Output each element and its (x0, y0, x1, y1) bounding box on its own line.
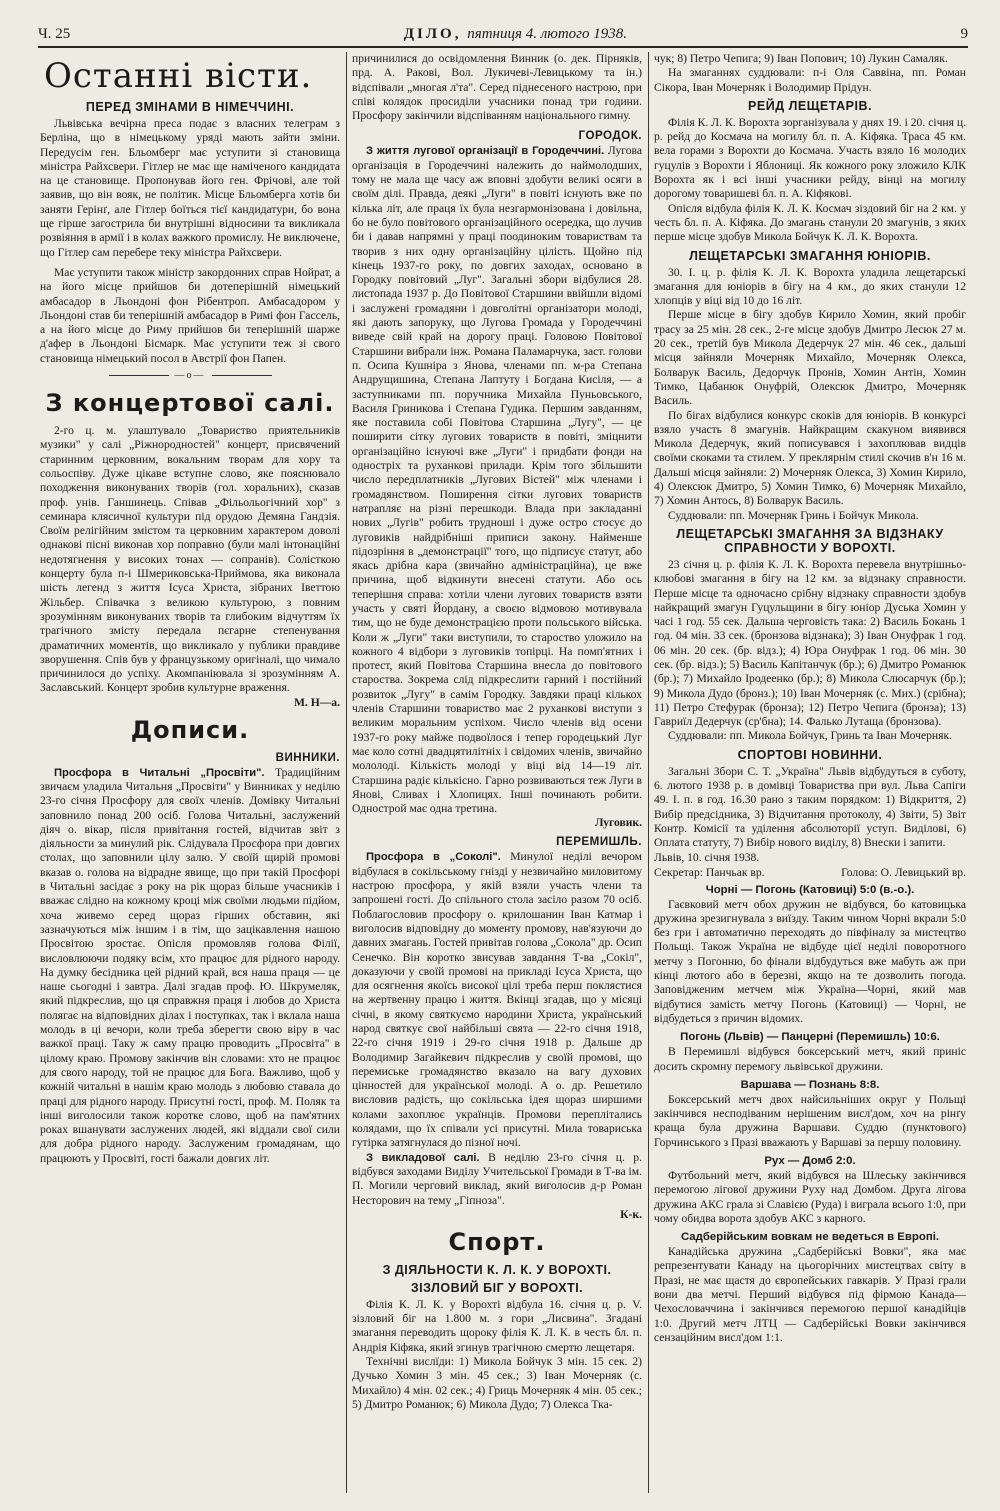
peremyshl-text: Минулої неділі вечором відбулася в сокільському гнізді у незвичайно миловитому настрою просфора, у якій взяли участь члени та запрошені гості. До спільного стола засіло разом 70 осіб. Поблагословив просфору о. крилошанин Іван Катмар і виголосив відповідну до моменту промову, нав'язуючи до давних змагань. Гостей привітав голова „Сокола" др. Осип Сенечко. Він коротко звисував завдання Т-ва „Сокіл", доказуючи у своїй промові на прикладі Ісуса Христа, що для осягнення якоїсь високої цілі треба перш поклястися на жертвенну працю і життя. Вкінці згадав, що у місяці січні, в якому святкуємо народини Христа, український народ святкує свої найбільші свята — 22-го січня 1918, 22-го січня 1919 і 29-го січня 1918 р. Дальше др Володимир Загайкевич підкреслив у своїй промові, що перемиське громадянство вказало на вагу духових цінностей для української молоді. А о. др. Решетило висловив радість, що сокільська ідея щораз ширшими колами захоплює українців. Промови переплітались колядами, що їх співали усі присутні. Мила товариська гутірка затягнулася до пізної ночі. (352, 850, 642, 1150)
vynnyky-lead: Просфора в Читальні „Просвіти". (54, 766, 265, 779)
junior-paragraph-1: 30. І. ц. р. філія К. Л. К. Ворохта уладила лещетарські змагання для юніорів в бігу на 4 км., до яких станули 12 хлопців у віці від 10 до 16 літ. (654, 265, 966, 308)
lecture-text: В неділю 23-го січня ц. р. відбувся заходами Виділу Учительської Громади в Т-ва ім. П. Могили черговий виклад, який виголосив д-р Роман Несторович на тему „Гіпноза". (352, 1150, 642, 1207)
concert-signature: М. Н—а. (293, 695, 340, 709)
column-rule-2 (648, 52, 649, 1493)
issue-date: пятниця 4. лютого 1938. (467, 25, 628, 42)
gorodok-text: Лугова організація в Городеччині належить до наймолодших, тому не мала ще часу аж вповні здобути великі осяги в своїм ділі. Правда, деякі „Луги" в повіті існують вже по кілька літ, але праця їх була незгармонізована і довільна, бо не було повітового організаційного осередка, що лучив би і давав напрямні у праці поодиноким товариствам та творив з них одну організаційну цілість. Щойно під кінець 1937-го року, по довгих заходах, основано в Городку повітовий „Луг". Загальні збори відбулися 28. листопада 1937 р. До Повітової Старшини ввійшли відомі і заслужені громадяни і довголітні організатори молоді, які дають запоруку, що Лугова Громада у Городеччині виведе свій край на дорогу праці. Головою Повітової Старшини вибрали інж. Романа Паламарчука, заст. голови п. Осипа Кушніра з Янова, членами пп. м-ра Степана Андрущишина, Степана Лаптуту і Богдана Кисіля, — а заступниками пп. поручника Михайла Пуньовського, Василя Гриникова і Степана Гудика. Першим завданням, яке поставила собі Повітова Старшина „Лугу", — це поширити сітку лугових товариств в повіті, зміцнити організаційно існуючі вже „Луги" і придбати фонди на одностріх та руханкові прилади. Крім того збільшити число передплатників „Лугових Вістей" між членами і громадянством. Поширення сітки лугових товариств натрапляє на різні перешкоди. Влада при закладанні нових „Лугів" робить трудноші і дуже остро стосує до луговиків найдрібніші приписи закону. Найменше підозріння в „демонстрації" того, що підписує статут, або якась дрібна кара (звичайно адміністраційна), це вже причина, щоб відкинути внесені статути. Або ось теперішня справа: хотіли члени лугових товариств взяти участь у святі Йордану, а своєю відмовою мотивувала тим, що не буде демонстрацією проти польського війська. Коли ж „Луги" таки виступили, то староство уложило на кожного 4 відбори з луговиків топірці. На помп'ятних і протест, який Повітова Старшина внесла до повітового староства. Зокрема слід підкреслити гарний і постійний розвиток „Лугу" в самім Городку. Завдяки праці кількох членів Старшини товариство має 2 руханкові виступи з великим моральним успіхом. Число членів від осени 1937-го року майже подвоїлося і тепер городецький Луг має коло сотні двадцятилітніх і свідомих членів, звичайно мололоді. Кількість молоді у віці від 14—19 літ. Старшина радіє кількісно. Гарно розвиваються теж Луги в Янові, Сливах і Хлопицях. Інші починають робити. Однострой має одна третина. (352, 144, 642, 816)
concert-paragraph: 2-го ц. м. улаштувало „Товариство приятельників музики" у салі „Ріжнородностей" концерт, присвячений старинним церковним, вокальним творам для хору та сольоспіву. Дуже цікаве вступне слово, яке пояснювало походження виконуваних творів (гол. хоральних), сказав проф. унів. Ганшинець. Співав „Фільольогічний хор" з семинара клясичної культури під орудою Демяна Гандзія. Своїм релігійним змістом та церковним характером доволі однакові пісні виконав хор поправно (були малі інтонаційні недотягнення у високих тонах — сопранів). Солісткою концерту була п-і Шмериковська-Приймова, яка виконала шість легенд з життя Ісуса Христа, зібраних Іветтою Жільбер. Співачка з великою культурою, з повним зрозумінням виконуваних творів та глибоким відчуттям їх трагічного змісту передала пєгарне степенування драматичних моментів, що викликало у публики правдиве зворушення. Спів був у французькому оригіналі, що чимало причинилося до успіху. Акомпаніювала зі зрозумінням А. Заславський. Концерт зробив культурне враження. (40, 424, 340, 695)
match-2-title: Погонь (Львів) — Панцерні (Перемишль) 10:6. (680, 1031, 940, 1044)
vynnyky-continuation: причинилися до освідомлення Винник (о. дек. Пірняків, прд. А. Ракові, Вол. Лукичеві-Левицькому та ін.) відспівали „многая л'та". Серед піднесеного настрою, при співі колядок просиділи учасники понад три години. Просфору закінчили відспіванням національного гимну. (352, 52, 642, 123)
peremyshl-paragraph (352, 850, 642, 1150)
gorodok-signature: Луговик. (594, 816, 642, 830)
match-1-title: Чорні — Погонь (Катовиці) 5:0 (в.-о.). (705, 883, 915, 896)
junior-paragraph-4: Суддювали: пп. Мочерняк Гринь і Бойчук Микола. (668, 508, 919, 522)
gorodok-lead: З життя лугової організації в Городеччині. (366, 145, 605, 158)
badge-heading: ЛЕЩЕТАРСЬКІ ЗМАГАННЯ ЗА ВІДЗНАКУ СПРАВНОСТИ У ВОРОХТІ. (676, 526, 944, 555)
paper-title (404, 26, 627, 43)
raid-paragraph-1: Філія К. Л. К. Ворохта зорганізувала у днях 19. і 20. січня ц. р. рейд до Космача на могилу бл. п. А. Кіфяка. Траса 45 км. вела горами з Ворохти до Космача. Участь взяло 16 молодих гуцулів з Ворохти і Яблониці. Як кожного року зложило КЛК Ворохта як і всі інші учасники рейду, вінці на могилу дорогому товаришеві бл. п. А. Кіфякові. (654, 115, 966, 201)
match-3-title: Варшава — Познань 8:8. (740, 1078, 880, 1091)
news-paragraph: Загальні Збори С. Т. „Україна" Львів відбудуться в суботу, 6. лютого 1938 р. в домівці Товариства при вул. Льва Сапіги 49. І. п. в год. 16.30 рано з таким порядком: 1) Відкриття, 2) Вибір предсідника, 3) Відчитання протоколу, 4) Звіти, 5) Звіт Контр. Комісії та уділення абсолюторії уступ. Виділові, 6) Оплата статуту, 7) Вибір нового виділу, 8) Внески і запити. (654, 764, 966, 850)
news-head: Голова: О. Левицький вр. (841, 865, 966, 879)
downhill-paragraph-1: Філія К. Л. К. у Ворохті відбула 16. січня ц. р. V. зізловий біг на 1.800 м. з гори „Лисвина". Згадані змагання переводить щороку філія К. Л. К. в честь бл. п. Андрія Кіфяка, який згинув трагічною смертю лещетаря. (352, 1297, 642, 1354)
peremyshl-place: ПЕРЕМИШЛЬ. (556, 835, 642, 849)
germany-heading: ПЕРЕД ЗМІНАМИ В НІМЕЧЧИНІ. (85, 100, 295, 114)
junior-paragraph-2: Перше місце в бігу здобув Кирило Хомин, який пробіг трасу за 25 мін. 28 сек., 2-ге місце здобув Дмитро Лесюк 27 м. 20 сек., третій був Микола Дедерчук 27 мін. 46 сек., дальші місця зайняли Мочерняк Михайло, Мочерняк Олекса, Болварук Василь, Дедорчук Пронів, Хомин Антін, Хомин Тимко, Цабанюк Онуфрій, Олексюк Дмитро, Мочерняк Василь. (654, 308, 966, 408)
column-rule-1 (346, 52, 347, 1493)
page-header (38, 22, 968, 48)
lecture-signature: К-к. (620, 1207, 642, 1221)
lecture-lead: З викладової салі. (366, 1151, 480, 1164)
match-1-text: Гаєвковий метч обох дружин не відбувся, бо катовицька дружина зрезигнувала з виїзду. Таким чином Чорні вкрали 5:0 без гри і автоматично переходять до півфіналу за мистецтво Польщі. Також Україна не відбуде цієї неділі поворотного метчу з Погонню, бо фінали відбудуться вже мабуть аж при кінці лютого або в березні, якщо на те дозволить погода. Заповідженим метчем між Україна—Чорні, який мав відбутися замість метчу Погонь (Катовиці) — Чорні, не відбудеться з причин відомих. (654, 897, 966, 1025)
match-5-title: Садберійським вовкам не ведеться в Европі. (680, 1231, 940, 1244)
match-4-title: Рух — Домб 2:0. (764, 1155, 856, 1167)
badge-paragraph-2: Суддювали: пп. Микола Бойчук, Гринь та Іван Мочерняк. (668, 729, 953, 743)
germany-paragraph-1: Львівська вечірна преса подає з власних телеграм з Берліна, що в німецькому уряді мають зайти зміни. Передусім ген. Бльомберг має уступити зі становища міністра Райхсвери. Гітлер не має ще наміченого кандидата на це становище. Пропонував його ген. Фрічові, але той заявив, що він вояк, не політик. Місце Бльомберга хотів би заняти Герінґ, але Гітлер боїться тієї кандидатури, бо вона ще гірше загострила би внутрішні відносини та викликала розвіяння в армії і в колах важкого промислу. Не виключене, що Гітлер сам перебере теку міністра Райхсвери. (40, 117, 340, 259)
column-2 (352, 52, 642, 1499)
dopysy-title: Дописи. (130, 715, 250, 744)
column-3 (654, 52, 966, 1499)
latest-news-title: Останні вісти. (44, 56, 313, 96)
junior-heading: ЛЕЩЕТАРСЬКІ ЗМАГАННЯ ЮНІОРІВ. (689, 248, 931, 263)
gorodok-paragraph (352, 144, 642, 816)
lecture-paragraph (352, 1151, 642, 1208)
news-secretary: Секретар: Панчьак вр. (654, 865, 765, 879)
page-number-right: 9 (960, 25, 968, 42)
news-place-date (654, 851, 966, 864)
raid-heading: РЕЙД ЛЕЩЕТАРІВ. (748, 98, 872, 113)
vynnyky-paragraph (40, 766, 340, 1166)
klk-heading: З ДІЯЛЬНОСТИ К. Л. К. У ВОРОХТІ. (382, 1262, 612, 1277)
match-5-text: Канадійська дружина „Садберійські Вовки", яка має репрезентувати Канаду на цьогорічних мистецтвах світу в Празі, не має щастя до європейських гавкарів. У Празі грали вони два метчі. Перший відбувся під фірмою Канада—Чехословаччина і закінчився перемогою першої канадійців 1:0. Другий метч ЛТЦ — Садберійські Вовки закінчився сензаційним висл'дом 1:1. (654, 1245, 966, 1344)
section-divider: —o— (40, 370, 340, 382)
germany-paragraph-2: Має уступити також міністр закордонних справ Нойрат, а на його місце прийшов би дотеперішній німецький амбасадор в Льондоні фон Рібентроп. Амбасадором у Льондоні став би теперішній амбасадор в Римі фон Гассель, а на його місце до Риму прийшов би теперішній шарже д'афер в Льондоні Бісмарк. Має уступити теж зі свого становища німецький посол в Австрії фон Папен. (40, 265, 340, 365)
match-2-text: В Перемишлі відбувся боксерський метч, який приніс досить скромну перемогу львівської дружини. (654, 1045, 966, 1073)
news-heading: СПОРТОВІ НОВИННИ. (737, 747, 883, 762)
news-date: Львів, 10. січня 1938. (654, 850, 760, 864)
downhill-judges: На змаганнях суддювали: п-і Оля Саввіна, пп. Роман Сікора, Іван Мочерняк і Володимир Прідун. (654, 66, 966, 94)
junior-paragraph-3: По бігах відбулися конкурс скоків для юніорів. В конкурсі взяло участь 8 змагунів. Найкращим скакуном виявився Микола Дедерчук, який пописувався і захоплював видців своїми скоками та стилем. У преклярнім стилі скочив в'н 16 м. Дальші місця зайняли: 2) Мочерняк Олекса, 3) Хомин Кирило, 4) Олексюк Дмитро, 5) Хомин Тимко, 6) Мочерняк Михайло, 7) Хомин Антось, 8) Болварук Василь. (654, 408, 966, 508)
downhill-continuation: чук; 8) Петро Чепига; 9) Іван Попович; 10) Лукин Самаляк. (654, 52, 948, 65)
page-number-left: Ч. 25 (38, 25, 71, 42)
vynnyky-text: Традиційним звичаєм уладила Читальня „Просвіти" у Винниках у неділю 23-го січня Просфору для своїх членів. Домівку Читальні заповнило понад 200 осіб. Голова Читальні, заслужений діяч о. вікар, після привітання гостей, відчитав звіт з діяльности за минулий рік. Слідувала Просфора при довгих столах, що заповнили цілу залю. У своїй щирій промові вказав о. голова на відрадне явище, що при такій Просфорі в Читальні засідає з року на рік щораз більше учасників і вважає слідно на кожному кроці між своїми людьми підйом, хоча живемо серед щораз гірших обставин, які зазначуються між іншим і в тім, що зацікавлення нашою Просвітою зростає. Опісля промовляв голова Філії, висловлюючи подяку всім, хто працює для рідного народу. На думку бесідника цей рідний край, вся наша праця — це наше сьогодні і завтра. Далі згадав проф. Ю. Шкрумеляк, який підкреслив, що ця справжня праця і любов до Христа полягає на відповідних ділах і поступках, так і вклала наша молодь в ці вечори, коли треба зберегти свою віру в час важкої праці. Таку ж саму працю проводить „Просвіта" в цілому краю. Промову закінчив він словами: хто не працює для свого народу, той не працює для Бога. Важливо, щоб у кожній читальні в нашім краю молодь з любовю ставала до праці для рідного народу. Присутні гості, проф. М. Поляк та інші виголосили також коротке слово, щоб на пам'ятних роках вшанувати заслужених людей, які віддали свої сили для добра рідного народу. Заслуженим громадянам, що працюють у Просвіті, гості бажали довгих літ. (40, 765, 340, 1165)
raid-paragraph-2: Опісля відбула філія К. Л. К. Космач зіздовий біг на 2 км. у честь бл. п. А. Кіфяка. До змагань станули 20 змагунів, з яких перше місце здобув Микола Бойчук К. Л. К. Ворохта. (654, 201, 966, 244)
column-1 (40, 52, 340, 1499)
downhill-paragraph-2: Технічні вислїди: 1) Микола Бойчук 3 мін. 15 сек. 2) Дучько Хомин 3 мін. 45 сек.; 3) Іван Мочерняк (с. Михайло) 4 мін. 02 сек.; 4) Гриць Мочерняк 4 мін. 05 сек.; 5) Дмитро Романюк; 6) Микола Дудо; 7) Олекса Тка- (352, 1355, 642, 1411)
peremyshl-lead: Просфора в „Соколі". (366, 851, 501, 864)
concert-title: З концертової салі. (45, 389, 335, 418)
vynnyky-place: ВИННИКИ. (275, 750, 340, 764)
badge-paragraph-1: 23 січня ц. р. філія К. Л. К. Ворохта перевела внутрішньо-клюбові змагання в бігу на 12 км. за відзнаку справности. Перше місце та одночасно срібну відзнаку справности здобув найкращий змагун Гуцульщини в бігу юніор Дуська Хомин у часі 1 год. 55 сек. Дальша черговість така: 2) Василь Бокань 1 год. 04 мін. 33 сек. (бронзова відзнака); 3) Іван Онуфрак 1 год. 06 мін. 20 сек. (бр. відз.); 4) Юра Онуфрак 1 год. 06 мін. 30 сек. (бр. відз.); 5) Василь Капітанчук (бр.); 6) Дмитро Романюк (бр.); 7) Михайло Іродеенко (бр.); 8) Микола Слюсарчук (бр.); 9) Микола Дудо (бронз.); 10) Іван Мочерняк (с. Мих.) (срібна); 11) Петро Стефурак (бронза); 12) Петро Чепига (бронза); 13) Гавриїл Дедерчук (ср'бна); 14. Фалько Лутаща (бронзова). (654, 557, 966, 729)
match-4-text: Футбольний метч, який відбувся на Шлеську закінчився перемогою лігової дружини Руху над Домбом. Друга лігова дружина АКС грала зі Славією (Руда) і виграла всього 1:0, при чому обидва ворота здобув АКС з карного. (654, 1169, 966, 1225)
news-signatures (654, 866, 966, 879)
match-3-text: Боксерський метч двох найсильніших округ у Польщі закінчився несподіваним нерішеним висл'дом, хоч на рінґу краща була дружина Варшави. Суддю (пунктового) Горчинського з Празі вважають у Варшаві за першу половину. (654, 1092, 966, 1149)
downhill-heading: ЗІЗЛОВИЙ БІГ У ВОРОХТІ. (410, 1280, 584, 1295)
paper-name: ДІЛО, (403, 25, 462, 42)
gorodok-place: ГОРОДОК. (578, 129, 642, 143)
sport-title: Спорт. (448, 1227, 546, 1256)
